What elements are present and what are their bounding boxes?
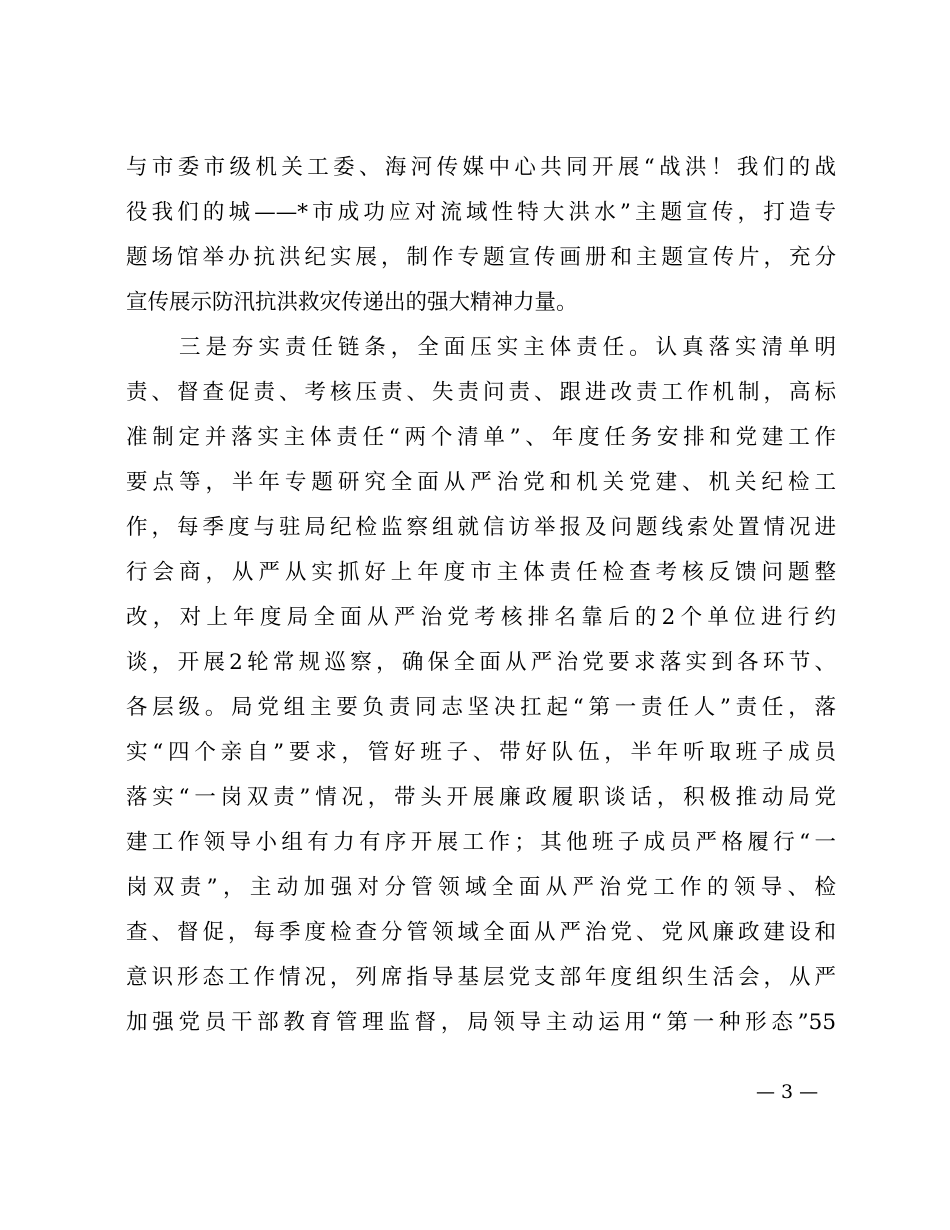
text-line: 作，每季度与驻局纪检监察组就信访举报及问题线索处置情况进 — [126, 515, 836, 540]
text-line: 责、督查促责、考核压责、失责问责、跟进改责工作机制，高标 — [126, 380, 836, 405]
text-line: 各层级。局党组主要负责同志坚决扛起“第一责任人”责任，落 — [126, 695, 836, 720]
text-line: 谈，开展2轮常规巡察，确保全面从严治党要求落实到各环节、 — [126, 650, 836, 675]
text-line: 题场馆举办抗洪纪实展，制作专题宣传画册和主题宣传片，充分 — [126, 245, 836, 270]
text-line: 建工作领导小组有力有序开展工作；其他班子成员严格履行“一 — [126, 830, 836, 855]
text-line: 意识形态工作情况，列席指导基层党支部年度组织生活会，从严 — [126, 965, 836, 990]
text-line: 岗双责”，主动加强对分管领域全面从严治党工作的领导、检 — [126, 875, 836, 900]
text-line: 查、督促，每季度检查分管领域全面从严治党、党风廉政建设和 — [126, 920, 836, 945]
text-line: 役我们的城——*市成功应对流域性特大洪水”主题宣传，打造专 — [126, 200, 836, 225]
text-line: 加强党员干部教育管理监督，局领导主动运用“第一种形态”55 — [126, 1010, 836, 1035]
text-line: 三是夯实责任链条，全面压实主体责任。认真落实清单明 — [126, 335, 836, 360]
text-line: 行会商，从严从实抓好上年度市主体责任检查考核反馈问题整 — [126, 560, 836, 585]
text-line: 宣传展示防汛抗洪救灾传递出的强大精神力量。 — [126, 290, 578, 315]
text-line: 与市委市级机关工委、海河传媒中心共同开展“战洪！我们的战 — [126, 155, 836, 180]
text-line: 实“四个亲自”要求，管好班子、带好队伍，半年听取班子成员 — [126, 740, 836, 765]
text-line: 要点等，半年专题研究全面从严治党和机关党建、机关纪检工 — [126, 470, 836, 495]
text-line: 落实“一岗双责”情况，带头开展廉政履职谈话，积极推动局党 — [126, 785, 836, 810]
text-line: 改，对上年度局全面从严治党考核排名靠后的2个单位进行约 — [126, 605, 836, 630]
body-text — [126, 145, 836, 1045]
page-number: — 3 — — [756, 1081, 819, 1103]
text-line: 准制定并落实主体责任“两个清单”、年度任务安排和党建工作 — [126, 425, 836, 450]
